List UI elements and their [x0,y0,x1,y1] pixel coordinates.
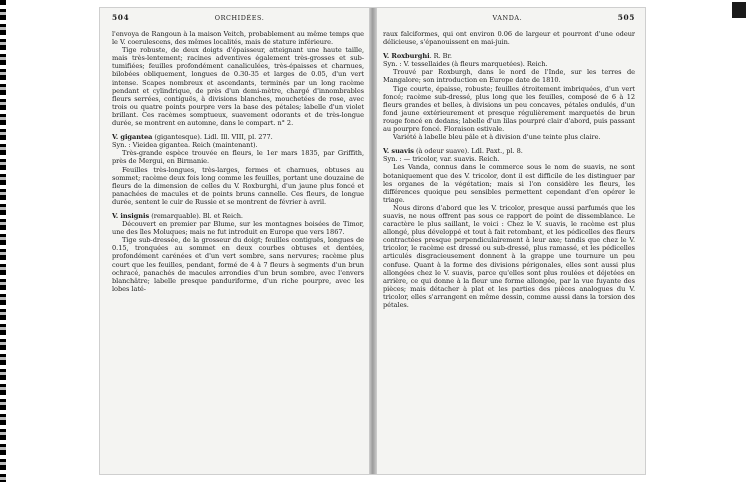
book-gutter [369,8,377,474]
left-running-title: ORCHIDÉES. [214,14,265,22]
scan-corner-mark [732,2,746,18]
right-page-number: 505 [617,14,635,22]
body-paragraph: Nous dirons d'abord que les V. tricolor, presque aussi parfumés que les suavis, ne nous offrent pas sous ce rapport de point de dissemblance. Le caractère le plus saillant, le voici : Chez le V. suavis, le racème est plus allongé, plus développé et tout à fait retombant, et les pédicelles des fleurs contractées presque perpendiculairement à leur axe; tandis que chez le V. tricolor, le racème est dressé ou sub-dressé, plus ramassé, et les pédicelles articulés disgracieusement donnent à la grappe une tournure un peu confuse. Quant à la forme des divisions périgonales, elles sont aussi plus allongées chez le V. suavis, parce qu'elles sont plus roulées et déjetées en arrière, ce qui donne à la fleur une forme allongée, par la vue fuyante des pièces; mais détacher à plat et les parties des pièces analogues du V. tricolor, elles s'arrangent en même dessin, comme aussi dans la torsion des pétales. [383,203,635,309]
right-running-head [383,14,635,26]
species-authority: (gigantesque). Lidl. Ill. VIII, pl. 277. [152,133,273,142]
body-paragraph: Tige sub-dressée, de la grosseur du doigt; feuilles contiguës, longues de 0.15, tronquées au sommet en deux courbes obtuses et dentées, profondément carénées et d'un vert sombre, sans nervures; racème plus court que les feuilles, pendant, formé de 4 à 7 fleurs à segments d'un brun ochracé, panachés de macules arrondies d'un brun sombre, avec l'envers blanchâtre; labelle presque panduriforme, d'un riche pourpre, avec les lobes laté- [112,236,364,293]
right-running-title: VANDA. [492,14,523,22]
synonym-line: Syn. : — tricolor, var. suavis. Reich. [383,155,500,164]
species-heading [383,147,635,155]
left-page-body [112,30,364,293]
right-page-body [383,30,635,309]
synonym-line: Syn. : Vieidea gigantea. Reich (maintenant). [112,141,258,150]
body-paragraph: Tige courte, épaisse, robuste; feuilles étroitement imbriquées, d'un vert foncé; racème sub-dressé, plus long que les feuilles, composé de 6 à 12 fleurs grandes et belles, à divisions un peu concaves, pétales ondulés, d'un fond jaune extérieurement et presque régulièrement marquetés de brun rouge foncé en dedans; labelle d'un lilas pourpré clair d'abord, puis passant au pourpre foncé. Floraison estivale. [383,84,635,134]
body-paragraph: Variété à labelle bleu pâle et à division d'une teinte plus claire. [393,133,601,142]
body-paragraph: Découvert en premier par Blume, sur les montagnes boisées de Timor, une des îles Moluques; mais ne fut introduit en Europe que vers 1867. [112,220,364,237]
body-paragraph: Feuilles très-longues, très-larges, fermes et charnues, obtuses au sommet; racème deux fois long comme les feuilles, portant une douzaine de fleurs de la dimension de celles du V. Roxburghi, d'un jaune plus foncé et panachées de macules et de points bruns cannelle. Ces fleurs, de longue durée, sentent le cuir de Russie et se montrent de février à avril. [112,165,364,206]
species-authority: (à odeur suave). Ldl. Paxt., pl. 8. [413,147,523,156]
body-paragraph: Les Vanda, connus dans le commerce sous le nom de suavis, ne sont botaniquement que des V. tricolor, dont il est difficile de les distinguer par les organes de la végétation; mais si l'on considère les fleurs, les différences quoique peu sensibles permettent cependant d'en opérer le triage. [383,163,635,204]
species-name: V. insignis [112,211,150,220]
body-paragraph: raux falciformes, qui ont environ 0.06 de largeur et pourront d'une odeur délicieuse, s'épanouissent en mai-juin. [383,30,635,47]
body-paragraph: Trouvé par Roxburgh, dans le nord de l'Inde, sur les terres de Mangalore; son introduction en Europe date de 1810. [383,68,635,85]
book-spread [100,8,645,474]
species-heading [112,212,364,220]
species-authority: (remarquable). Bl. et Reich. [149,211,243,220]
species-authority: . R. Br. [429,52,452,61]
right-page [383,14,635,468]
body-paragraph: Tige robuste, de deux doigts d'épaisseur, atteignant une haute taille, mais très-lentement; racines adventives également très-grosses et sub-tumifiées; feuilles profondément canaliculées, très-épaisses et charnues, bilobées obliquement, longues de 0.30-35 et larges de 0.05, d'un vert intense. Scapes nombreux et ascendants, terminés par un long racème pendant et cylindrique, de près d'un demi-mètre, chargé d'innombrables fleurs serrées, contiguës, à divisions blanches, mouchetées de rose, avec trois ou quatre points pourpre vers la base des pétales; labelle d'un violet brillant. Ces racèmes somptueux, suavement odorants et de très-longue durée, se montrent en automne, dans le compart. n° 2. [112,46,364,128]
species-heading [112,133,364,141]
species-name: V. Roxburghi [383,52,430,61]
left-page-number: 504 [112,14,130,22]
body-paragraph: l'envoya de Rangoun à la maison Veitch, probablement au même temps que le V. coerulescens, des mêmes localités, mais de stature inférieure. [112,30,364,47]
species-name: V. suavis [383,147,414,156]
left-running-head [112,14,364,26]
body-paragraph: Très-grande espèce trouvée en fleurs, le 1er mars 1835, par Griffith, près de Mergui, en Birmanie. [112,149,364,166]
species-name: V. gigantea [112,133,153,142]
synonym-line: Syn. : V. tessellaides (à fleurs marquetées). Reich. [383,60,548,69]
left-page [112,14,364,468]
scan-edge-left [0,0,6,482]
